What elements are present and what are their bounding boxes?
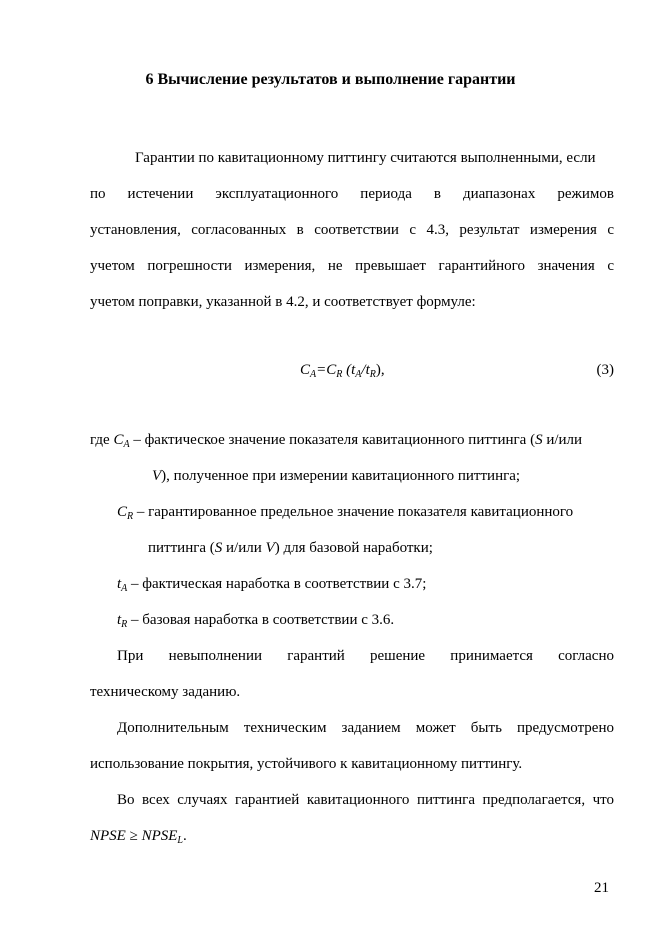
where-cr-symbol: C: [117, 504, 128, 520]
formula-equals: =: [316, 362, 327, 378]
where-ta-text: – фактическая наработка в соответствии с 3.7;: [127, 576, 427, 592]
npse-symbol: NPSE: [90, 828, 126, 844]
greater-equal-sign: ≥: [125, 828, 142, 844]
para1-line4: учетом погрешности измерения, не превышает гарантийного значения с: [90, 258, 614, 274]
formula-cr-symbol: C: [326, 362, 337, 378]
para1-line3: установления, согласованных в соответствии с 4.3, результат измерения с: [90, 222, 614, 238]
where-ca-line2: [152, 466, 614, 486]
where-ca-text2: ), полученное при измерении кавитационного питтинга;: [161, 468, 521, 484]
where-cr-text2b: ) для базовой наработки;: [274, 540, 433, 556]
formula-slash: /: [361, 362, 366, 378]
where-tr-text: – базовая наработка в соответствии с 3.6.: [127, 612, 395, 628]
where-cr-subscript: R: [127, 511, 134, 522]
formula-tr-subscript: R: [369, 369, 376, 380]
where-ca-text1: – фактическое значение показателя кавитационного питтинга (: [129, 432, 536, 448]
where-and-or-1: и/или: [542, 432, 583, 448]
where-v-symbol-2: V: [265, 540, 275, 556]
formula-number: (3): [596, 362, 614, 378]
page-number: 21: [594, 880, 609, 896]
para1-line2: по истечении эксплуатационного периода в диапазонах режимов: [90, 186, 614, 202]
para1-line1: Гарантии по кавитационному питтингу считаются выполненными, если: [135, 150, 596, 166]
para3-line1: Дополнительным техническим заданием может быть предусмотрено: [117, 720, 614, 736]
where-s-symbol-1: S: [535, 432, 543, 448]
where-cr-line1: [117, 502, 614, 522]
para4-line1: Во всех случаях гарантией кавитационного питтинга предполагается, что: [117, 792, 614, 808]
formula-ca-symbol: C: [300, 362, 311, 378]
where-cr-text1: – гарантированное предельное значение показателя кавитационного: [133, 504, 574, 520]
para2-line2: техническому заданию.: [90, 684, 241, 700]
formula-ca-subscript: A: [310, 369, 317, 380]
formula-open-paren: (: [342, 362, 352, 378]
para1-line5: учетом поправки, указанной в 4.2, и соответствует формуле:: [90, 294, 476, 310]
para3-line2: использование покрытия, устойчивого к кавитационному питтингу.: [90, 756, 523, 772]
where-cr-text2a: питтинга (: [148, 540, 215, 556]
formula-cr-subscript: R: [336, 369, 343, 380]
where-tr-subscript: R: [121, 619, 128, 630]
formula-ta-subscript: A: [355, 369, 362, 380]
where-tr-symbol: t: [117, 612, 122, 628]
where-ca-subscript: A: [123, 439, 130, 450]
formula-ta-symbol: t: [351, 362, 356, 378]
npse-end-period: .: [182, 828, 187, 844]
where-v-symbol-1: V: [152, 468, 162, 484]
where-ta-subscript: A: [121, 583, 128, 594]
where-tr-line: [117, 610, 614, 630]
where-ta-symbol: t: [117, 576, 122, 592]
para4-line2: [90, 826, 614, 846]
where-and-or-2: и/или: [222, 540, 266, 556]
para2-line1: При невыполнении гарантий решение принимается согласно: [117, 648, 614, 664]
npsel-subscript: L: [177, 835, 183, 846]
where-ta-line: [117, 574, 614, 594]
formula-close-paren: ),: [375, 362, 385, 378]
formula-tr-symbol: t: [365, 362, 370, 378]
where-s-symbol-2: S: [214, 540, 223, 556]
where-ca-symbol: C: [113, 432, 124, 448]
where-cr-line2: [148, 538, 614, 558]
where-ca-line1: [90, 430, 614, 450]
formula: [300, 360, 385, 380]
npsel-symbol: NPSE: [141, 828, 178, 844]
where-prefix: где: [90, 432, 114, 448]
section-heading: 6 Вычисление результатов и выполнение гарантии: [145, 71, 516, 88]
